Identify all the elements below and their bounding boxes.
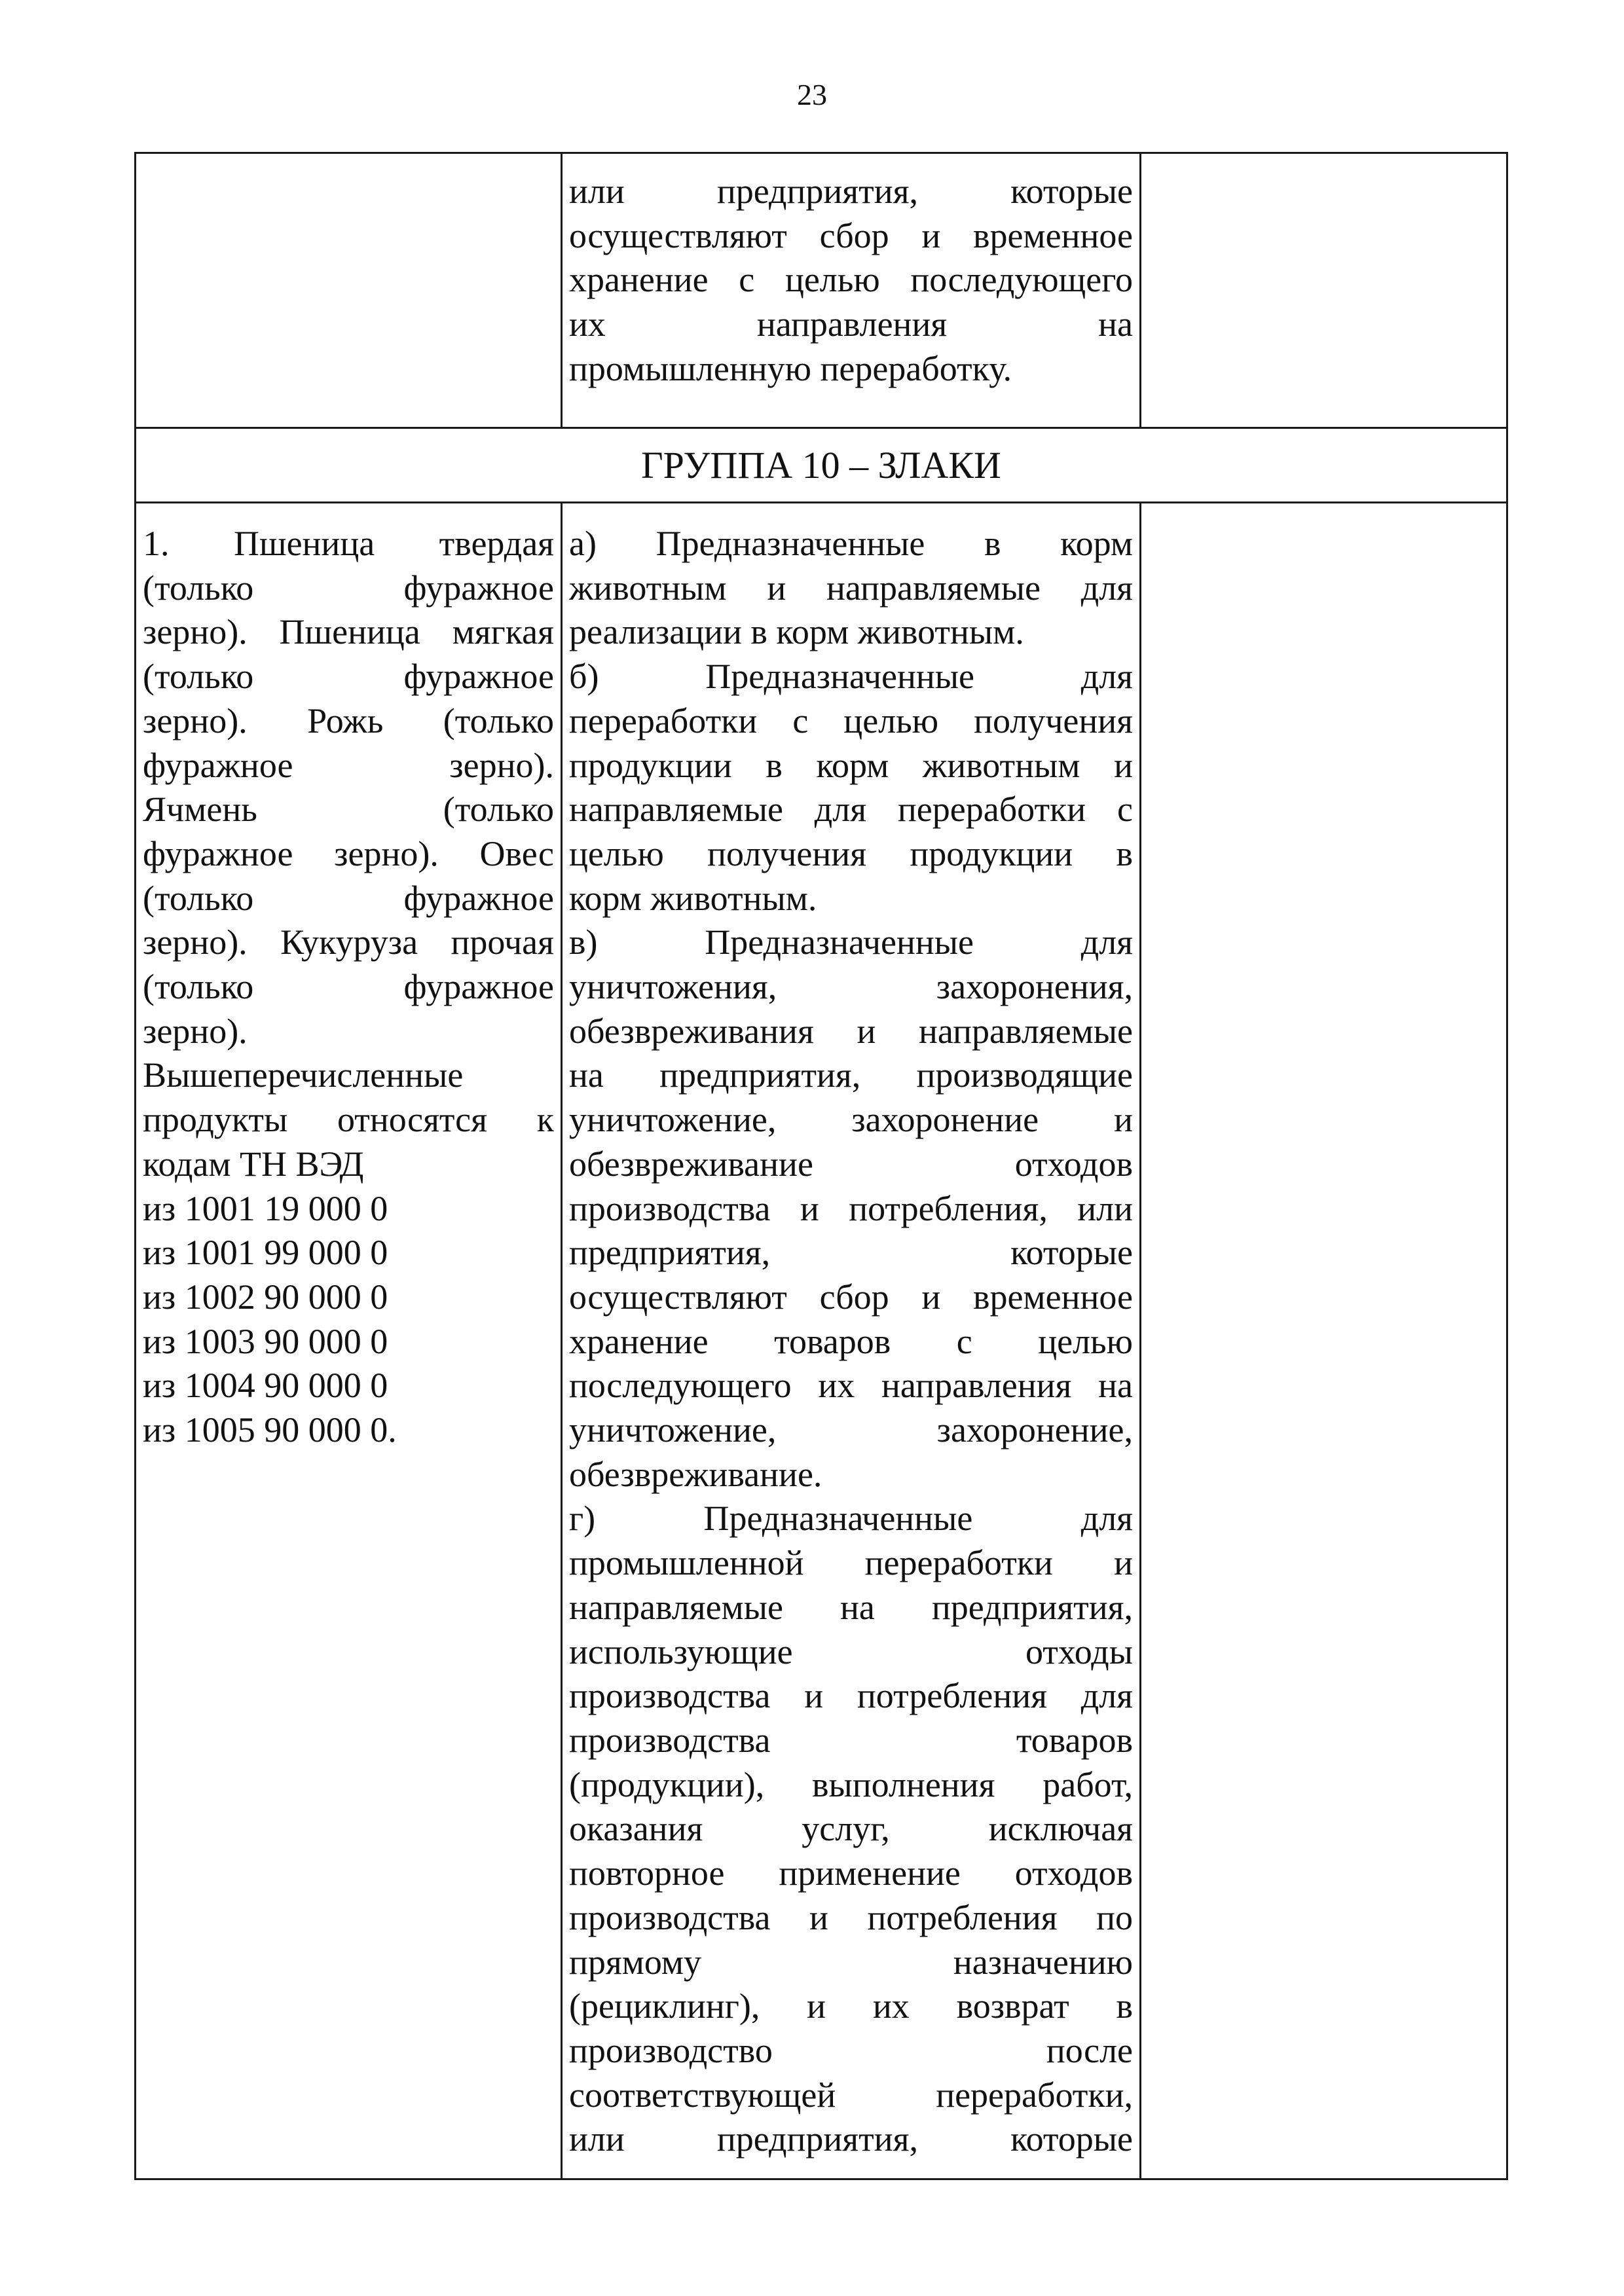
purpose-cell-continuation: [562, 153, 1141, 428]
text-line: из 1003 90 000 0: [143, 1321, 388, 1361]
text-line: производства и потребления для: [569, 1676, 1133, 1716]
text-line: (только фуражное: [143, 568, 554, 608]
product-cell-empty: [136, 153, 562, 428]
table-row-continuation: [136, 153, 1507, 428]
text-line: целью получения продукции в: [569, 833, 1133, 873]
text-line: (только фуражное: [143, 878, 554, 918]
purpose-description: [569, 522, 1133, 2162]
text-line: продукции в корм животным и: [569, 745, 1133, 785]
text-line: корм животным.: [569, 878, 817, 918]
text-line: из 1005 90 000 0.: [143, 1410, 397, 1450]
text-line: обезвреживание отходов: [569, 1144, 1133, 1184]
product-cell: [136, 503, 562, 2179]
text-line: уничтожение, захоронение и: [569, 1100, 1133, 1140]
text-line: направляемые на предприятия,: [569, 1587, 1133, 1627]
text-line: из 1004 90 000 0: [143, 1366, 388, 1406]
text-line: зерно). Рожь (только: [143, 701, 554, 740]
text-line: б) Предназначенные для: [569, 657, 1133, 697]
text-line: продукты относятся к: [143, 1100, 554, 1140]
text-line: производства и потребления по: [569, 1897, 1133, 1937]
text-line: животным и направляемые для: [569, 568, 1133, 608]
text-line: а) Предназначенные в корм: [569, 524, 1133, 563]
notes-cell-empty: [1141, 503, 1507, 2179]
table-row-cereals: [136, 503, 1507, 2179]
text-line: кодам ТН ВЭД: [143, 1144, 364, 1184]
notes-cell-empty: [1141, 153, 1507, 428]
text-line: фуражное зерно). Овес: [143, 833, 554, 873]
text-line: на предприятия, производящие: [569, 1055, 1133, 1095]
text-line: или предприятия, которые: [569, 172, 1133, 211]
product-description: [143, 522, 554, 1453]
text-line: использующие отходы: [569, 1631, 1133, 1671]
group-title: ГРУППА 10 – ЗЛАКИ: [136, 428, 1507, 503]
page-number: 23: [797, 78, 827, 111]
continuation-text: [569, 170, 1133, 392]
text-line: повторное применение отходов: [569, 1853, 1133, 1893]
text-line: их направления на: [569, 304, 1133, 344]
text-line: соответствующей переработки,: [569, 2075, 1133, 2115]
text-line: Ячмень (только: [143, 790, 554, 829]
text-line: оказания услуг, исключая: [569, 1809, 1133, 1849]
text-line: (рециклинг), и их возврат в: [569, 1986, 1133, 2026]
text-line: обезвреживание.: [569, 1454, 822, 1494]
text-line: зерно). Пшеница мягкая: [143, 612, 554, 652]
text-line: обезвреживания и направляемые: [569, 1011, 1133, 1051]
table-row-group-header: [136, 428, 1507, 503]
text-line: (только фуражное: [143, 657, 554, 697]
text-line: Вышеперечисленные: [143, 1055, 464, 1095]
text-line: уничтожения, захоронения,: [569, 967, 1133, 1007]
text-line: последующего их направления на: [569, 1366, 1133, 1406]
text-line: из 1001 99 000 0: [143, 1233, 388, 1273]
text-line: производства и потребления, или: [569, 1188, 1133, 1228]
text-line: (продукции), выполнения работ,: [569, 1764, 1133, 1804]
text-line: промышленной переработки и: [569, 1543, 1133, 1583]
text-line: производство после: [569, 2030, 1133, 2070]
regulation-table: [134, 152, 1508, 2180]
text-line: 1. Пшеница твердая: [143, 524, 554, 563]
text-line: зерно). Кукуруза прочая: [143, 922, 554, 962]
text-line: осуществляют сбор и временное: [569, 1277, 1133, 1317]
text-line: промышленную переработку.: [569, 348, 1012, 388]
text-line: производства товаров: [569, 1720, 1133, 1760]
text-line: в) Предназначенные для: [569, 922, 1133, 962]
text-line: из 1002 90 000 0: [143, 1277, 388, 1317]
text-line: фуражное зерно).: [143, 745, 554, 785]
text-line: или предприятия, которые: [569, 2119, 1133, 2159]
text-line: (только фуражное: [143, 967, 554, 1007]
text-line: переработки с целью получения: [569, 701, 1133, 740]
text-line: хранение товаров с целью: [569, 1321, 1133, 1361]
text-line: г) Предназначенные для: [569, 1499, 1133, 1539]
text-line: предприятия, которые: [569, 1233, 1133, 1273]
text-line: осуществляют сбор и временное: [569, 215, 1133, 255]
text-line: зерно).: [143, 1011, 248, 1051]
text-line: реализации в корм животным.: [569, 612, 1024, 652]
text-line: направляемые для переработки с: [569, 790, 1133, 829]
text-line: прямому назначению: [569, 1942, 1133, 1982]
text-line: из 1001 19 000 0: [143, 1188, 388, 1228]
purpose-cell: [562, 503, 1141, 2179]
text-line: хранение с целью последующего: [569, 260, 1133, 300]
text-line: уничтожение, захоронение,: [569, 1410, 1133, 1450]
